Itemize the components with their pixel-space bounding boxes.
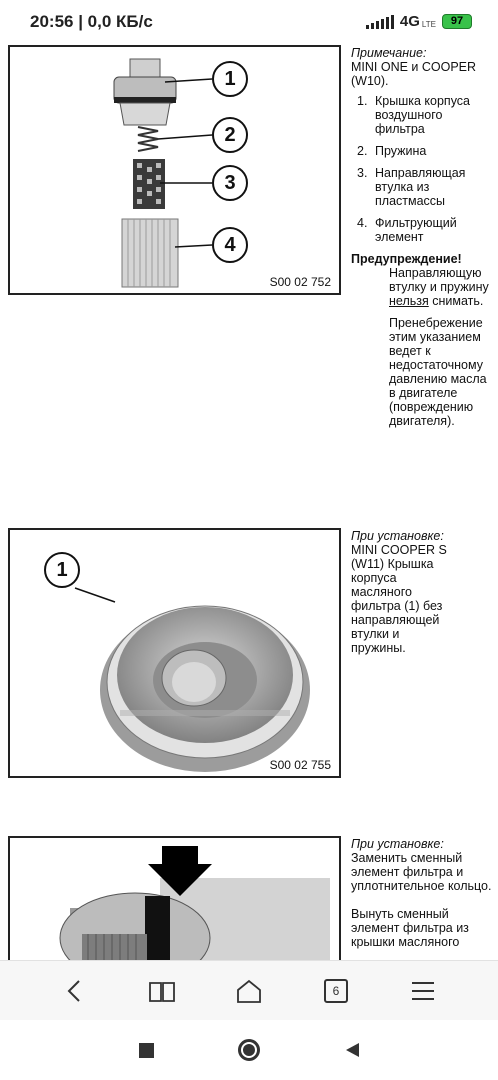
status-time-speed: 20:56 | 0,0 КБ/с [30, 12, 153, 31]
note-title: При установке: [351, 837, 444, 851]
home-nav-button[interactable] [237, 1038, 261, 1062]
menu-button[interactable] [405, 973, 441, 1009]
callout-2: 2 [212, 117, 248, 153]
filter-parts-illustration [10, 47, 341, 295]
figure-code: S00 02 752 [269, 275, 331, 289]
status-icons [366, 13, 472, 30]
list-item: 2. Пружина [357, 144, 427, 158]
callout-1: 1 [212, 61, 248, 97]
book-icon [148, 979, 176, 1003]
figure-1-notes [351, 46, 491, 428]
list-item: 4. Фильтрующий элемент [357, 216, 457, 244]
note-title: При установке: [351, 529, 444, 543]
signal-icon [366, 15, 394, 29]
figure-1 [8, 45, 341, 295]
list-item: 3. Направляющая втулка из пластмассы [357, 166, 466, 208]
figure-2 [8, 528, 341, 778]
warning-paragraph-2: Пренебрежение этим указанием ведет к недостаточному давлению масла в двигателе (повреждению двигателя). [389, 316, 487, 428]
recents-button[interactable] [134, 1038, 158, 1062]
back-nav-button[interactable] [340, 1038, 364, 1062]
figure-3-notes [351, 837, 493, 949]
warning-emphasis: нельзя [389, 294, 429, 308]
circle-icon [238, 1039, 260, 1061]
callout-3: 3 [212, 165, 248, 201]
home-icon [235, 978, 263, 1004]
square-icon [139, 1043, 154, 1058]
battery-icon: 97 [442, 14, 472, 29]
note-title: Примечание: [351, 46, 427, 60]
back-button[interactable] [56, 973, 92, 1009]
browser-toolbar [0, 960, 498, 1020]
filter-element-photo [10, 838, 341, 976]
figure-2-notes [351, 529, 451, 655]
note-models: MINI ONE и COOPER (W10). [351, 60, 477, 88]
status-bar [0, 0, 498, 44]
network-subtype: LTE [421, 20, 436, 29]
warning-paragraph-1: Направляющую втулку и пружину нельзя снимать. [389, 266, 489, 308]
triangle-back-icon [343, 1041, 361, 1059]
figure-3 [8, 836, 341, 976]
callout-4: 4 [212, 227, 248, 263]
note-text-2: Вынуть сменный элемент фильтра из крышки масляного [351, 907, 469, 949]
reader-button[interactable] [144, 973, 180, 1009]
callout-1: 1 [44, 552, 80, 588]
home-button[interactable] [231, 973, 267, 1009]
tabs-count: 6 [324, 979, 348, 1003]
parts-list [351, 94, 491, 244]
figure-code: S00 02 755 [269, 758, 331, 772]
hamburger-icon [410, 980, 436, 1002]
note-text-1: Заменить сменный элемент фильтра и уплотнительное кольцо. [351, 851, 492, 893]
tabs-button[interactable] [318, 973, 354, 1009]
warning-title: Предупреждение! [351, 252, 462, 266]
system-nav-bar [0, 1020, 498, 1080]
note-text: MINI COOPER S (W11) Крышка корпуса масляного фильтра (1) без направляющей втулки и пружины. [351, 543, 447, 655]
list-item: 1. Крышка корпуса воздушного фильтра [357, 94, 471, 136]
network-type: 4G [399, 13, 420, 30]
chevron-left-icon [64, 979, 84, 1003]
